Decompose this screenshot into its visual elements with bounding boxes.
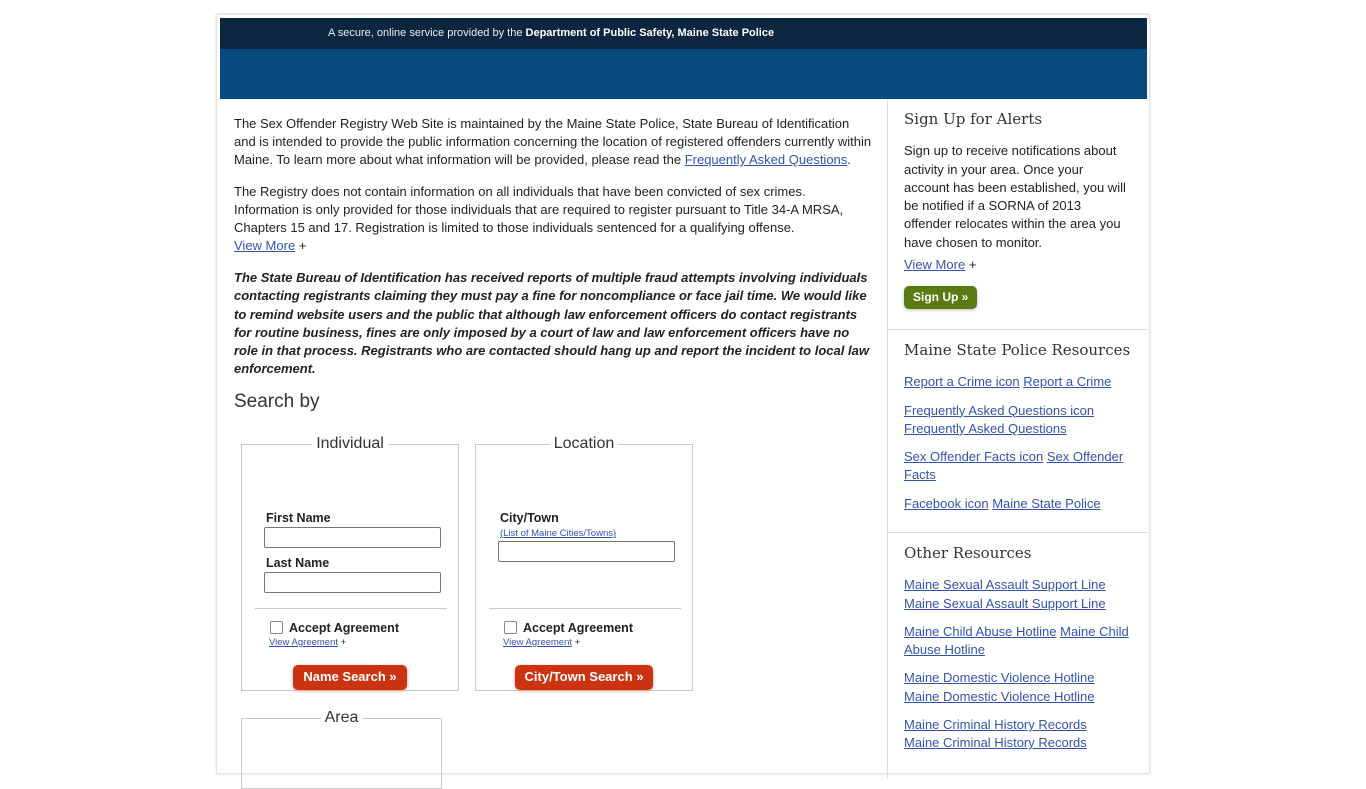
individual-search-panel [241,435,459,691]
divider [255,608,447,609]
msp-resources-section [888,330,1147,533]
sexual-assault-line-link[interactable]: Maine Sexual Assault Support Line [904,595,1106,611]
registry-text: The Registry does not contain information on all individuals that have been convicted of sex crimes. Information is only provided for those individuals that are required to register pursuant to Title 34-A MRSA, Chapters 15 and 17. Registration is limited to those individuals sentenced for a qualifying offense. [234,184,844,235]
banner-prefix: A secure, online service provided by the [328,27,526,39]
last-name-input[interactable] [264,572,441,593]
city-input[interactable] [498,541,675,562]
domestic-violence-hotline-icon[interactable]: Maine Domestic Violence Hotline [904,670,1095,686]
first-name-label: First Name [266,511,331,525]
msp-resources-title: Maine State Police Resources [904,341,1131,359]
other-resources-section [888,533,1147,777]
agency-banner [220,18,1147,49]
resource-item [904,495,1131,513]
plus-icon: + [340,637,347,648]
first-name-input[interactable] [264,527,441,548]
plus-icon: + [298,238,307,253]
cities-list-link[interactable]: (List of Maine Cities/Towns) [500,528,617,539]
sex-offender-facts-icon[interactable]: Sex Offender Facts icon [904,449,1044,465]
accept-agreement-label: Accept Agreement [289,621,399,635]
city-label: City/Town [500,511,559,525]
page-container [216,14,1150,774]
resource-item [904,373,1131,391]
resource-item [904,716,1131,753]
main-content [234,115,874,431]
report-crime-link[interactable]: Report a Crime [1023,374,1112,390]
criminal-history-link[interactable]: Maine Criminal History Records [904,735,1087,751]
location-search-panel [475,435,693,691]
fraud-warning: The State Bureau of Identification has received reports of multiple fraud attempts involving individuals contacting registrants claiming they must pay a fine for noncompliance or face jail time. We would like to remind website users and the public that although law enforcement officers do contact registrants for routine business, fines are only imposed by a court of law and law enforcement officers have no role in that process. Registrants who are contacted should hang up and report the incident to local law enforcement. [234,270,869,377]
last-name-label: Last Name [266,556,330,570]
plus-icon: + [968,257,977,273]
accept-agreement-label: Accept Agreement [523,621,633,635]
resource-item [904,576,1131,613]
individual-legend: Individual [316,435,384,452]
child-abuse-hotline-link[interactable]: Maine Child Abuse Hotline [904,623,1129,658]
facebook-link[interactable]: Maine State Police [992,495,1101,511]
divider [489,608,681,609]
view-agreement-link[interactable]: View Agreement [269,637,339,648]
alerts-text: Sign up to receive notifications about activity in your area. Once your account has been established, you will be notified if a SORNA of 2013 offender relocates within the area you have chosen to monitor. [904,143,1126,250]
alerts-view-more-link[interactable]: View More [904,257,966,273]
banner-agency: Department of Public Safety, Maine State Police [525,27,775,39]
area-legend: Area [324,709,359,726]
faq-link[interactable]: Frequently Asked Questions [684,152,848,167]
header-band [220,49,1147,99]
other-resources-title: Other Resources [904,544,1032,562]
accept-agreement-checkbox[interactable] [504,621,517,634]
plus-icon: + [574,637,581,648]
alerts-title: Sign Up for Alerts [904,110,1043,128]
accept-agreement-checkbox[interactable] [270,621,283,634]
location-legend: Location [553,435,615,452]
registry-paragraph [234,183,874,255]
child-abuse-hotline-icon[interactable]: Maine Child Abuse Hotline [904,623,1057,639]
resource-item [904,402,1131,439]
view-agreement-link[interactable]: View Agreement [503,637,573,648]
period: . [847,152,851,167]
faq-sidebar-link[interactable]: Frequently Asked Questions [904,420,1067,436]
resource-item [904,669,1131,706]
alerts-section [888,99,1147,330]
view-more-link[interactable]: View More [234,238,296,253]
faq-icon[interactable]: Frequently Asked Questions icon [904,402,1095,418]
city-search-button[interactable]: City/Town Search » [515,665,653,690]
area-search-panel [241,709,442,789]
sexual-assault-line-icon[interactable]: Maine Sexual Assault Support Line [904,577,1106,593]
criminal-history-icon[interactable]: Maine Criminal History Records [904,717,1087,733]
resource-item [904,448,1131,485]
facebook-icon[interactable]: Facebook icon [904,495,989,511]
intro-text: The Sex Offender Registry Web Site is maintained by the Maine State Police, State Bureau of Identification and is intended to provide the public information concerning the location of registered offenders currently within Maine. To learn more about what information will be provided, please read the [234,116,872,167]
name-search-button[interactable]: Name Search » [293,665,407,690]
sidebar [887,99,1147,779]
intro-paragraph [234,115,874,169]
resource-item [904,623,1131,660]
search-title: Search by [234,390,320,412]
sign-up-button[interactable]: Sign Up » [904,286,977,308]
sex-offender-facts-link[interactable]: Sex Offender Facts [904,449,1124,483]
domestic-violence-hotline-link[interactable]: Maine Domestic Violence Hotline [904,688,1095,704]
report-crime-icon[interactable]: Report a Crime icon [904,374,1020,390]
